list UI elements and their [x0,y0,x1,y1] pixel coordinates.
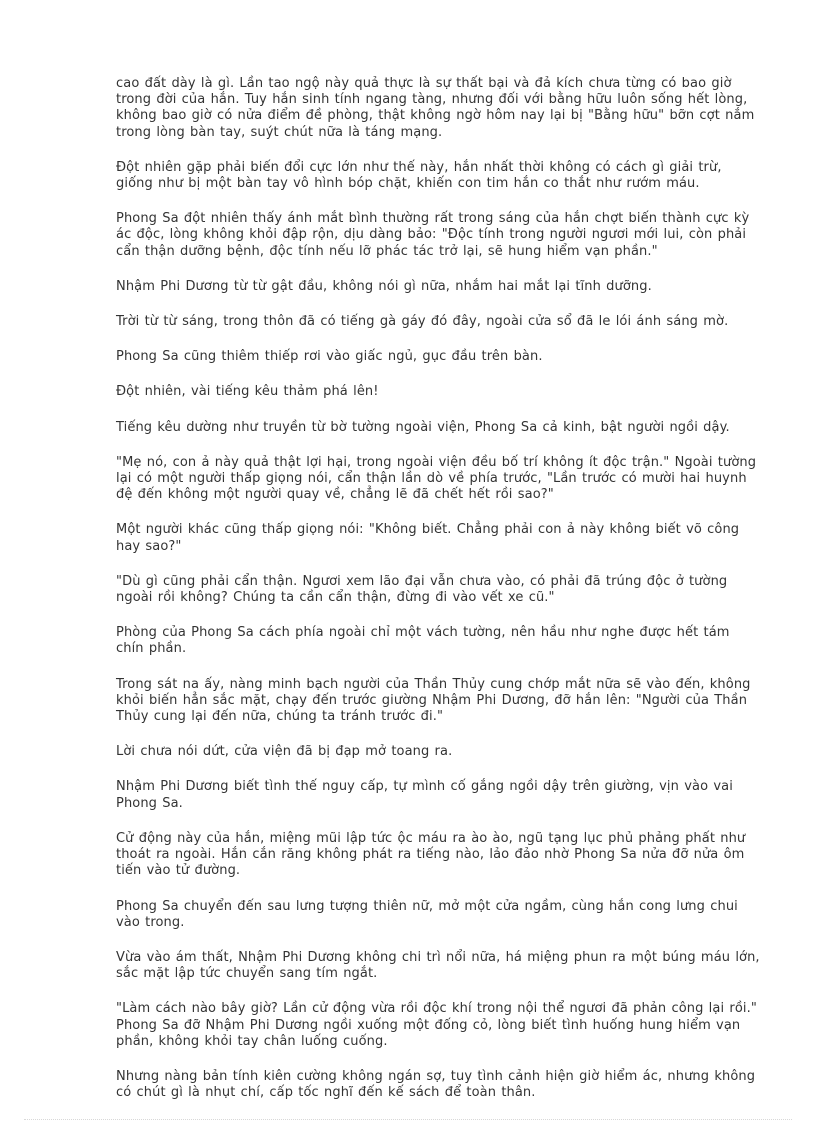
paragraph-4: Nhậm Phi Dương từ từ gật đầu, không nói gì nữa, nhắm hai mắt lại tĩnh dưỡng. [116,278,652,294]
paragraph-6: Phong Sa cũng thiêm thiếp rơi vào giấc ngủ, gục đầu trên bàn. [116,349,543,365]
paragraph-14: Lời chưa nói dứt, cửa viện đã bị đạp mở toang ra. [116,744,453,760]
document-page [116,76,760,1120]
paragraph-5: Trời từ từ sáng, trong thôn đã có tiếng gà gáy đó đây, ngoài cửa sổ đã le lói ánh sáng mờ. [116,314,729,330]
paragraph-16: Cử động này của hắn, miệng mũi lập tức ộc máu ra ào ào, ngũ tạng lục phủ phảng phất như thoát ra ngoài. Hắn cắn răng không phát ra tiếng nào, lảo đảo nhờ Phong Sa nửa đỡ nửa ôm tiến vào tử đường. [116,830,746,879]
paragraph-15: Nhậm Phi Dương biết tình thế nguy cấp, tự mình cố gắng ngồi dậy trên giường, vịn vào vai Phong Sa. [116,779,733,811]
paragraph-1: cao đất dày là gì. Lần tao ngộ này quả thực là sự thất bại và đả kích chưa từng có bao giờ trong đời của hắn. Tuy hắn sinh tính ngang tàng, nhưng đối với bằng hữu luôn sống hết lòng, không bao giờ có nửa điểm đề phòng, thật không ngờ hôm nay lại bị "Bằng hữu" bỡn cợt nắm trong lòng bàn tay, suýt chút nữa là táng mạng. [116,76,755,140]
paragraph-11: "Dù gì cũng phải cẩn thận. Ngươi xem lão đại vẫn chưa vào, có phải đã trúng độc ở tường ngoài rồi không? Chúng ta cần cẩn thận, đừng đi vào vết xe cũ." [116,573,728,606]
paragraph-9: "Mẹ nó, con ả này quả thật lợi hại, trong ngoài viện đều bố trí không ít độc trận." Ngoài tường lại có một người thấp giọng nói, cẩn thận lần dò về phía trước, "Lần trước có mười hai huynh đệ đến không một người quay về, chẳng lẽ đã chết hết rồi sao?" [116,454,757,503]
paragraph-13: Trong sát na ấy, nàng minh bạch người của Thần Thủy cung chớp mắt nữa sẽ vào đến, không khỏi biến hẳn sắc mặt, chạy đến trước giường Nhậm Phi Dương, đỡ hắn lên: "Người của Thần Thủy cung lại đến nữa, chúng ta tránh trước đi." [116,676,751,725]
paragraph-17: Phong Sa chuyển đến sau lưng tượng thiên nữ, mở một cửa ngầm, cùng hắn cong lưng chui vào trong. [116,898,738,930]
page-bottom-rule [24,1119,792,1120]
paragraph-20: Nhưng nàng bản tính kiên cường không ngán sợ, tuy tình cảnh hiện giờ hiểm ác, nhưng không có chút gì là nhụt chí, cấp tốc nghĩ đến kế sách để toàn thân. [116,1068,756,1101]
paragraph-18: Vừa vào ám thất, Nhậm Phi Dương không chi trì nổi nữa, há miệng phun ra một búng máu lớn, sắc mặt lập tức chuyển sang tím ngắt. [116,949,760,982]
paragraph-19: "Làm cách nào bây giờ? Lần cử động vừa rồi độc khí trong nội thể ngươi đã phản công lại rồi." Phong Sa đỡ Nhậm Phi Dương ngồi xuống một đống cỏ, lòng biết tình huống hung hiểm vạn phần, không khỏi tay chân luống cuống. [116,1001,757,1049]
paragraph-3: Phong Sa đột nhiên thấy ánh mắt bình thường rất trong sáng của hắn chợt biến thành cực kỳ ác độc, lòng không khỏi đập rộn, dịu dàng bảo: "Độc tính trong người ngươi mới lui, còn phải cẩn thận dưỡng bệnh, độc tính nếu lỡ phác tác trở lại, sẽ hung hiểm vạn phần." [116,211,750,259]
paragraph-2: Đột nhiên gặp phải biến đổi cực lớn như thế này, hắn nhất thời không có cách gì giải trừ, giống như bị một bàn tay vô hình bóp chặt, khiến con tim hắn co thắt như rướm máu. [116,159,722,192]
paragraph-10: Một người khác cũng thấp giọng nói: "Không biết. Chẳng phải con ả này không biết võ công hay sao?" [116,522,740,554]
paragraph-12: Phòng của Phong Sa cách phía ngoài chỉ một vách tường, nên hầu như nghe được hết tám chín phần. [116,625,730,657]
paragraph-7: Đột nhiên, vài tiếng kêu thảm phá lên! [116,384,379,400]
paragraph-8: Tiếng kêu dường như truyền từ bờ tường ngoài viện, Phong Sa cả kinh, bật người ngồi dậy. [116,419,730,435]
